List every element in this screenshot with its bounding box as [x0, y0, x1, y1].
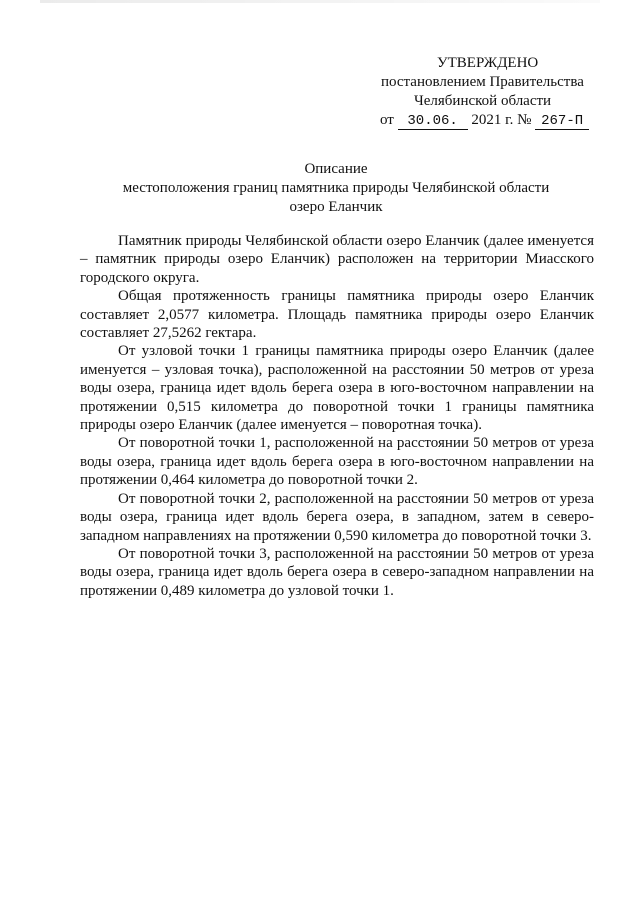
document-body: [80, 232, 594, 600]
date-prefix: от: [380, 112, 394, 128]
title-line-1: Описание: [304, 161, 368, 177]
paragraph: От поворотной точки 2, расположенной на расстоянии 50 метров от уреза воды озера, граница идет вдоль берега озера, в западном, затем в северо-западном направлениях на протяжении 0,590 километра до поворотной точки 3.: [80, 490, 594, 544]
paragraph: От поворотной точки 1, расположенной на расстоянии 50 метров от уреза воды озера, граница идет вдоль берега озера в юго-восточном направлении на протяжении 0,464 километра до поворотной точки 2.: [80, 435, 594, 489]
scan-edge-artifact: [40, 0, 600, 3]
approval-region: Челябинской области: [414, 93, 552, 109]
document-title: [80, 160, 592, 217]
approval-year-number-label: 2021 г. №: [471, 112, 532, 128]
title-line-3: озеро Еланчик: [289, 199, 383, 215]
approval-number-value: 267-П: [535, 114, 589, 130]
paragraph: От узловой точки 1 границы памятника природы озеро Еланчик (далее именуется – узловая точка), расположенной на расстоянии 50 метров от уреза воды озера, граница идет вдоль берега озера в юго-восточном направлении на протяжении 0,515 километра до поворотной точки 1 границы памятника природы озеро Еланчик (далее именуется – поворотная точка).: [80, 343, 594, 434]
approval-date-line: [360, 111, 610, 130]
title-line-2: местоположения границ памятника природы Челябинской области: [122, 180, 550, 196]
approval-date-value: 30.06.: [398, 114, 468, 130]
approval-authority: постановлением Правительства: [381, 74, 584, 90]
paragraph: От поворотной точки 3, расположенной на расстоянии 50 метров от уреза воды озера, граница идет вдоль берега озера в северо-западном направлении на протяжении 0,489 километра до узловой точки 1.: [80, 545, 594, 599]
paragraph: Общая протяженность границы памятника природы озеро Еланчик составляет 2,0577 километра. Площадь памятника природы озеро Еланчик составляет 27,5262 гектара.: [80, 288, 594, 342]
approval-title: УТВЕРЖДЕНО: [437, 55, 539, 71]
approval-stamp-block: [360, 54, 610, 130]
paragraph: Памятник природы Челябинской области озеро Еланчик (далее именуется – памятник природы озеро Еланчик) расположен на территории Миасского городского округа.: [80, 233, 594, 286]
